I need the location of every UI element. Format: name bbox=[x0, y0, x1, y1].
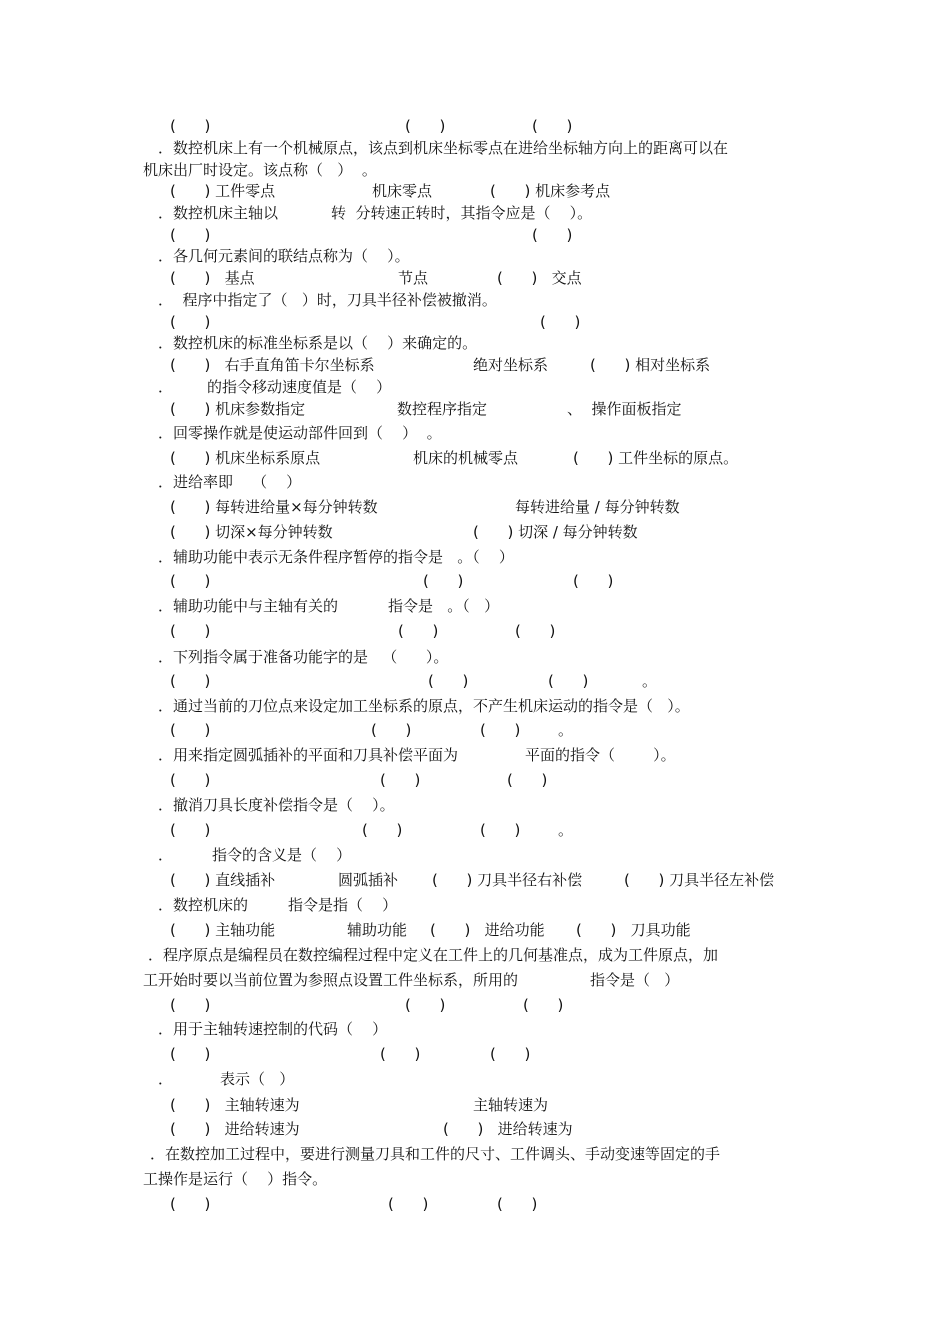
text-line-28-segment-2: 平面的指令（ ）。 bbox=[525, 746, 676, 764]
text-line-36-segment-1: ．程序原点是编程员在数控编程过程中定义在工件上的几何基准点，成为工件原点，加 bbox=[148, 946, 719, 964]
text-line-27-segment-1: ( ) bbox=[170, 721, 211, 739]
text-line-44-segment-1: ．在数控加工过程中，要进行测量刀具和工件的尺寸、工件调头、手动变速等固定的手 bbox=[150, 1145, 721, 1163]
text-line-21-segment-3: ( ) bbox=[573, 572, 614, 590]
text-line-19-segment-2: ( ) 切深 / 每分钟转数 bbox=[473, 523, 638, 541]
text-line-38-segment-3: ( ) bbox=[523, 996, 564, 1014]
text-line-8-segment-3: ( ) 交点 bbox=[497, 269, 582, 287]
text-line-37-segment-2: 指令是（ ） bbox=[590, 971, 680, 989]
text-line-9-segment-1: ． 程序中指定了（ ）时，刀具半径补偿被撤消。 bbox=[158, 291, 497, 309]
text-line-1-segment-1: ( ) bbox=[170, 117, 211, 135]
text-line-37-segment-1: 工开始时要以当前位置为参照点设置工件坐标系，所用的 bbox=[143, 971, 519, 989]
text-line-31-segment-4: 。 bbox=[558, 821, 574, 839]
text-line-14-segment-3: 、 操作面板指定 bbox=[567, 400, 682, 418]
text-line-34-segment-1: ．数控机床的 bbox=[158, 896, 249, 914]
text-line-32-segment-2: 指令的含义是（ ） bbox=[212, 846, 352, 864]
text-line-22-segment-1: ．辅助功能中与主轴有关的 bbox=[158, 597, 339, 615]
text-line-12-segment-1: ( ) 右手直角笛卡尔坐标系 bbox=[170, 356, 375, 374]
text-line-15-segment-1: ．回零操作就是使运动部件回到（ ） 。 bbox=[158, 424, 442, 442]
text-line-1-segment-2: ( ) bbox=[405, 117, 446, 135]
text-line-4-segment-2: 机床零点 bbox=[372, 182, 433, 200]
text-line-46-segment-1: ( ) bbox=[170, 1195, 211, 1213]
text-line-29-segment-1: ( ) bbox=[170, 771, 211, 789]
text-line-33-segment-3: ( ) 刀具半径右补偿 bbox=[432, 871, 583, 889]
text-line-41-segment-1: ． bbox=[158, 1070, 174, 1088]
text-line-35-segment-3: ( ) 进给功能 bbox=[430, 921, 545, 939]
text-line-20-segment-1: ．辅助功能中表示无条件程序暂停的指令是 。（ ） bbox=[158, 548, 514, 566]
text-line-1-segment-3: ( ) bbox=[532, 117, 573, 135]
text-line-30-segment-1: ．撤消刀具长度补偿指令是（ ）。 bbox=[158, 796, 395, 814]
text-line-18-segment-2: 每转进给量 / 每分钟转数 bbox=[515, 498, 680, 516]
text-line-25-segment-3: ( ) bbox=[548, 672, 589, 690]
text-line-27-segment-4: 。 bbox=[558, 721, 574, 739]
text-line-7-segment-1: ．各几何元素间的联结点称为（ ）。 bbox=[158, 247, 410, 265]
text-line-28-segment-1: ．用来指定圆弧插补的平面和刀具补偿平面为 bbox=[158, 746, 459, 764]
text-line-35-segment-4: ( ) 刀具功能 bbox=[576, 921, 691, 939]
text-line-13-segment-2: 的指令移动速度值是（ ） bbox=[207, 378, 392, 396]
text-line-5-segment-2: 转 分转速正转时，其指令应是（ ）。 bbox=[331, 204, 593, 222]
text-line-42-segment-2: 主轴转速为 bbox=[473, 1096, 549, 1114]
text-line-43-segment-1: ( ) 进给转速为 bbox=[170, 1120, 300, 1138]
text-line-8-segment-1: ( ) 基点 bbox=[170, 269, 255, 287]
text-line-29-segment-3: ( ) bbox=[507, 771, 548, 789]
text-line-27-segment-2: ( ) bbox=[371, 721, 412, 739]
text-line-25-segment-1: ( ) bbox=[170, 672, 211, 690]
text-line-27-segment-3: ( ) bbox=[480, 721, 521, 739]
text-line-35-segment-2: 辅助功能 bbox=[347, 921, 408, 939]
text-line-23-segment-1: ( ) bbox=[170, 622, 211, 640]
text-line-31-segment-2: ( ) bbox=[362, 821, 403, 839]
text-line-22-segment-2: 指令是 。（ ） bbox=[388, 597, 500, 615]
text-line-25-segment-2: ( ) bbox=[428, 672, 469, 690]
text-line-33-segment-2: 圆弧插补 bbox=[338, 871, 399, 889]
text-line-6-segment-2: ( ) bbox=[532, 226, 573, 244]
text-line-16-segment-3: ( ) 工件坐标的原点。 bbox=[573, 449, 739, 467]
text-line-26-segment-1: ．通过当前的刀位点来设定加工坐标系的原点，不产生机床运动的指令是（ ）。 bbox=[158, 697, 690, 715]
text-line-10-segment-2: ( ) bbox=[540, 313, 581, 331]
text-line-14-segment-1: ( ) 机床参数指定 bbox=[170, 400, 306, 418]
text-line-29-segment-2: ( ) bbox=[380, 771, 421, 789]
text-line-23-segment-3: ( ) bbox=[515, 622, 556, 640]
text-line-46-segment-2: ( ) bbox=[388, 1195, 429, 1213]
text-line-41-segment-2: 表示（ ） bbox=[220, 1070, 295, 1088]
text-line-43-segment-2: ( ) 进给转速为 bbox=[443, 1120, 573, 1138]
text-line-33-segment-1: ( ) 直线插补 bbox=[170, 871, 276, 889]
text-line-34-segment-2: 指令是指（ ） bbox=[288, 896, 398, 914]
text-line-4-segment-1: ( ) 工件零点 bbox=[170, 182, 276, 200]
text-line-31-segment-3: ( ) bbox=[480, 821, 521, 839]
text-line-6-segment-1: ( ) bbox=[170, 226, 211, 244]
text-line-25-segment-4: 。 bbox=[642, 672, 658, 690]
text-line-38-segment-1: ( ) bbox=[170, 996, 211, 1014]
text-line-12-segment-3: ( ) 相对坐标系 bbox=[590, 356, 711, 374]
text-line-18-segment-1: ( ) 每转进给量×每分钟转数 bbox=[170, 498, 378, 516]
text-line-2-segment-1: ．数控机床上有一个机械原点，该点到机床坐标零点在进给坐标轴方向上的距离可以在 bbox=[158, 139, 729, 157]
text-line-3-segment-1: 机床出厂时设定。该点称（ ） 。 bbox=[143, 161, 377, 179]
text-line-40-segment-2: ( ) bbox=[380, 1045, 421, 1063]
text-line-23-segment-2: ( ) bbox=[398, 622, 439, 640]
text-line-35-segment-1: ( ) 主轴功能 bbox=[170, 921, 276, 939]
text-line-45-segment-1: 工操作是运行（ ）指令。 bbox=[143, 1170, 328, 1188]
text-line-40-segment-3: ( ) bbox=[490, 1045, 531, 1063]
text-line-12-segment-2: 绝对坐标系 bbox=[473, 356, 549, 374]
text-line-42-segment-1: ( ) 主轴转速为 bbox=[170, 1096, 300, 1114]
text-line-8-segment-2: 节点 bbox=[398, 269, 429, 287]
text-line-32-segment-1: ． bbox=[158, 846, 174, 864]
text-line-4-segment-3: ( ) 机床参考点 bbox=[490, 182, 611, 200]
text-line-39-segment-1: ．用于主轴转速控制的代码（ ） bbox=[158, 1020, 388, 1038]
text-line-21-segment-1: ( ) bbox=[170, 572, 211, 590]
text-line-40-segment-1: ( ) bbox=[170, 1045, 211, 1063]
text-line-31-segment-1: ( ) bbox=[170, 821, 211, 839]
text-line-19-segment-1: ( ) 切深×每分钟转数 bbox=[170, 523, 333, 541]
text-line-5-segment-1: ．数控机床主轴以 bbox=[158, 204, 279, 222]
text-line-16-segment-1: ( ) 机床坐标系原点 bbox=[170, 449, 321, 467]
text-line-16-segment-2: 机床的机械零点 bbox=[413, 449, 519, 467]
text-line-17-segment-1: ．进给率即 （ ） bbox=[158, 473, 302, 491]
text-line-14-segment-2: 数控程序指定 bbox=[397, 400, 488, 418]
text-line-11-segment-1: ．数控机床的标准坐标系是以（ ）来确定的。 bbox=[158, 334, 478, 352]
text-line-38-segment-2: ( ) bbox=[405, 996, 446, 1014]
text-line-10-segment-1: ( ) bbox=[170, 313, 211, 331]
text-line-13-segment-1: ． bbox=[158, 378, 174, 396]
text-line-46-segment-3: ( ) bbox=[497, 1195, 538, 1213]
text-line-21-segment-2: ( ) bbox=[423, 572, 464, 590]
text-line-24-segment-1: ．下列指令属于准备功能字的是 （ ）。 bbox=[158, 648, 449, 666]
text-line-33-segment-4: ( ) 刀具半径左补偿 bbox=[624, 871, 775, 889]
